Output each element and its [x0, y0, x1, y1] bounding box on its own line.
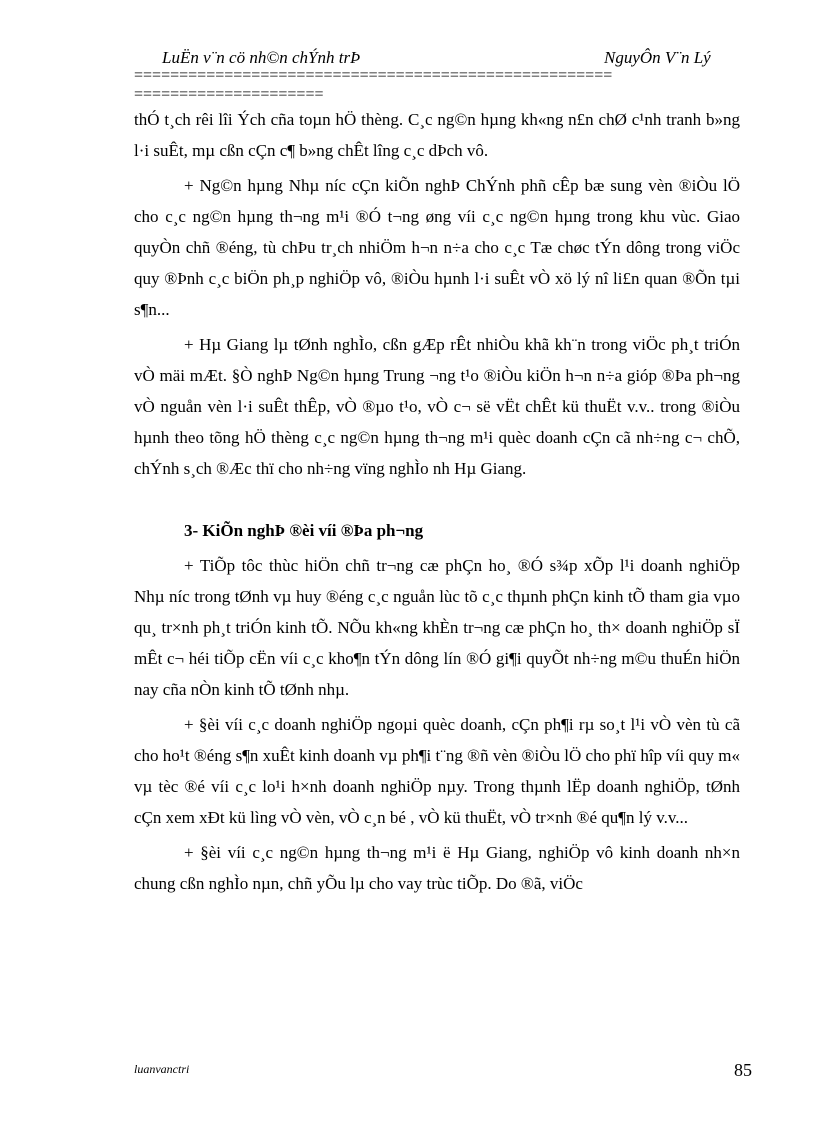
- header-rule-line-2: =====================: [134, 86, 324, 103]
- page-number: 85: [734, 1060, 752, 1080]
- paragraph-ha-giang: + Hµ Giang lµ tØnh nghÌo, cßn gÆp rÊt nhiÒu khã kh¨n trong viÖc ph¸t triÓn vÒ mäi mÆt. §Ò nghÞ Ng©n hµng Trung ¬ng t¹o ®iÒu kiÖn h¬n n÷a gióp ®Þa ph¬ng vÒ nguån vèn l·i suÊt thÊp, vÒ ®µo t¹o, vÒ c¬ së vËt chÊt kü thuËt v.v.. trong ®iÒu hµnh theo tõng hÖ thèng c¸c ng©n hµng th¬ng m¹i quèc doanh cÇn cã nh÷ng c¬ chÕ, chÝnh s¸ch ®Æc thï cho nh÷ng vïng nghÌo nh Hµ Giang.: [134, 335, 740, 478]
- paragraph-equitization: + TiÕp tôc thùc hiÖn chñ tr¬ng cæ phÇn ho¸ ®Ó s¾p xÕp l¹i doanh nghiÖp Nhµ níc trong tØnh vµ huy ®éng c¸c nguån lùc tõ c¸c thµnh phÇn kinh tÕ tham gia vµo qu¸ tr×nh ph¸t triÓn kinh tÕ. NÕu kh«ng khÈn tr¬ng cæ phÇn ho¸ th× doanh nghiÖp sÏ mÊt c¬ héi tiÕp cËn víi c¸c kho¶n tÝn dông lín ®Ó gi¶i quyÕt nh÷ng m©u thuÉn hiÖn nay cña nÒn kinh tÕ tØnh nhµ.: [134, 556, 740, 699]
- paragraph-commercial-banks: + §èi víi c¸c ng©n hµng th¬ng m¹i ë Hµ Giang, nghiÖp vô kinh doanh nh×n chung cßn nghÌo nµn, chñ yÕu lµ cho vay trùc tiÕp. Do ®ã, viÖc: [134, 843, 740, 893]
- header-thesis-title: LuËn v¨n cö nh©n chÝnh trÞ: [162, 48, 361, 67]
- header-author-name: NguyÔn V¨n Lý: [604, 48, 711, 67]
- body-text: [134, 104, 740, 899]
- section-heading: 3- KiÕn nghÞ ®èi víi ®Þa ph¬ng: [184, 521, 424, 540]
- paragraph-private-enterprises: + §èi víi c¸c doanh nghiÖp ngoµi quèc doanh, cÇn ph¶i rµ so¸t l¹i vÒ vèn tù cã cho ho¹t ®éng s¶n xuÊt kinh doanh vµ ph¶i t¨ng ®ñ vèn ®iÒu lÖ cho phï hîp víi quy m« vµ tèc ®é víi c¸c lo¹i h×nh doanh nghiÖp nµy. Trong thµnh lËp doanh nghiÖp, tØnh cÇn xem xÐt kü lìng vÒ vèn, vÒ c¸n bé , vÒ kü thuËt, vÒ tr×nh ®é qu¶n lý v.v...: [134, 715, 740, 827]
- paragraph-continuation: thÓ t¸ch rêi lîi Ých cña toµn hÖ thèng. C¸c ng©n hµng kh«ng n£n chØ c¹nh tranh b»ng l·i suÊt, mµ cßn cÇn c¶ b»ng chÊt lîng c¸c dÞch vô.: [134, 110, 740, 160]
- footer-source-label: luanvanctri: [134, 1062, 190, 1076]
- paragraph-state-bank: + Ng©n hµng Nhµ níc cÇn kiÕn nghÞ ChÝnh phñ cÊp bæ sung vèn ®iÒu lÖ cho c¸c ng©n hµng th¬ng m¹i ®Ó t¬ng øng víi c¸c ng©n hµng trong khu vùc. Giao quyÒn chñ ®éng, tù chÞu tr¸ch nhiÖm h¬n n÷a cho c¸c Tæ chøc tÝn dông trong viÖc quy ®Þnh c¸c biÖn ph¸p nghiÖp vô, ®iÒu hµnh l·i suÊt vÒ xö lý nî li£n quan ®Õn tµi s¶n...: [134, 176, 740, 319]
- header-rule-line-1: =====================================================: [134, 67, 613, 84]
